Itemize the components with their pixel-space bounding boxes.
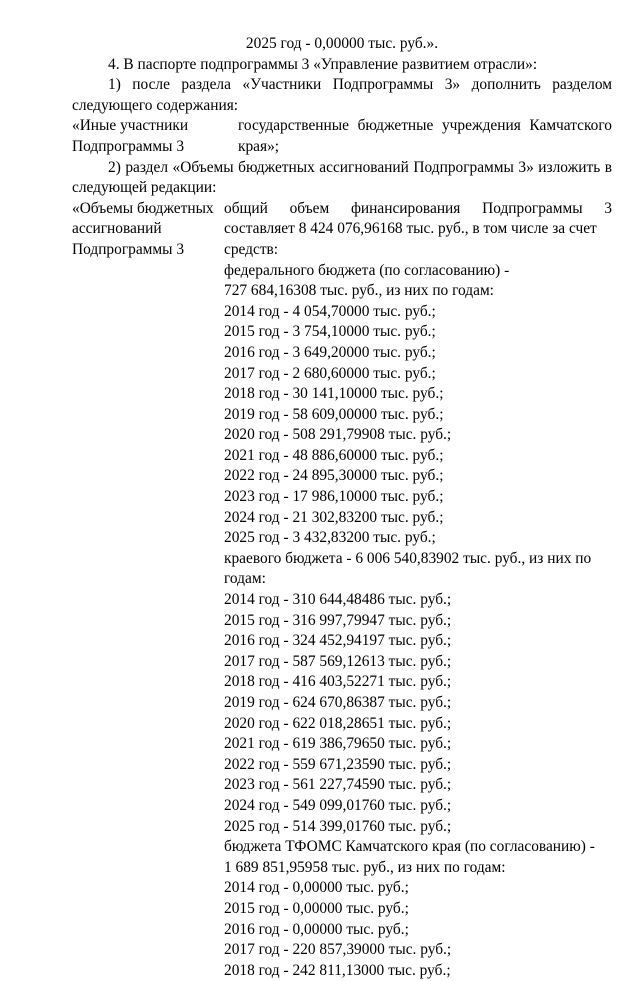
other-participants-label-line: Подпрограммы 3 (72, 137, 185, 155)
budget-value (224, 199, 612, 981)
tfoms-heading: 1 689 851,95958 тыс. руб., из них по годам: (224, 858, 506, 876)
year-amount-line: 2020 год - 622 018,28651 тыс. руб.; (224, 714, 452, 732)
budget-label-line: «Объемы бюджетных (72, 199, 214, 217)
federal-years-list (224, 302, 612, 549)
budget-label-line: ассигнований (72, 220, 162, 238)
year-amount-line: 2025 год - 514 399,01760 тыс. руб.; (224, 817, 452, 835)
item-4-1-line-2: следующего содержания: (72, 96, 239, 114)
year-amount-line: 2018 год - 416 403,52271 тыс. руб.; (224, 673, 452, 691)
year-amount-line: 2018 год - 242 811,13000 тыс. руб.; (224, 961, 451, 979)
year-amount-line: 2014 год - 0,00000 тыс. руб.; (224, 879, 409, 897)
year-amount-line: 2023 год - 17 986,10000 тыс. руб.; (224, 488, 444, 506)
year-amount-line: 2014 год - 310 644,48486 тыс. руб.; (224, 591, 452, 609)
item-4-2-line-1: 2) раздел «Объемы бюджетных ассигнований Подпрограммы 3» изложить в (108, 158, 612, 176)
document-page (72, 34, 612, 981)
item-4-2-line-2: следующей редакции: (72, 179, 217, 197)
year-amount-line: 2019 год - 624 670,86387 тыс. руб.; (224, 694, 452, 711)
other-participants-row (72, 116, 612, 157)
regional-heading: краевого бюджета - 6 006 540,83902 тыс. руб., из них по (224, 549, 592, 567)
year-amount-line: 2015 год - 3 754,10000 тыс. руб.; (224, 323, 436, 341)
year-amount-line: 2023 год - 561 227,74590 тыс. руб.; (224, 776, 452, 794)
year-amount-line: 2021 год - 619 386,79650 тыс. руб.; (224, 735, 452, 753)
year-amount-line: 2017 год - 220 857,39000 тыс. руб.; (224, 941, 452, 959)
year-amount-line: 2016 год - 3 649,20000 тыс. руб.; (224, 343, 436, 361)
federal-heading: федерального бюджета (по согласованию) - (224, 261, 510, 279)
closing-line-2025: 2025 год - 0,00000 тыс. руб.». (245, 35, 439, 52)
year-amount-line: 2024 год - 21 302,83200 тыс. руб.; (224, 508, 444, 526)
budget-row (72, 199, 612, 981)
year-amount-line: 2016 год - 0,00000 тыс. руб.; (224, 920, 409, 938)
total-line: средств: (224, 240, 279, 258)
year-amount-line: 2014 год - 4 054,70000 тыс. руб.; (224, 302, 436, 320)
year-amount-line: 2022 год - 559 671,23590 тыс. руб.; (224, 755, 452, 773)
budget-label (72, 199, 224, 981)
item-4-heading: 4. В паспорте подпрограммы 3 «Управление развитием отрасли»: (108, 55, 538, 73)
year-amount-line: 2016 год - 324 452,94197 тыс. руб.; (224, 632, 452, 650)
year-amount-line: 2025 год - 3 432,83200 тыс. руб.; (224, 529, 436, 547)
other-participants-value (238, 116, 612, 157)
total-line: общий объем финансирования Подпрограммы 3 (224, 199, 612, 217)
tfoms-heading: бюджета ТФОМС Камчатского края (по согласованию) - (224, 838, 595, 856)
year-amount-line: 2024 год - 549 099,01760 тыс. руб.; (224, 796, 452, 814)
total-line: составляет 8 424 076,96168 тыс. руб., в том числе за счет (224, 220, 597, 238)
federal-heading: 727 684,16308 тыс. руб., из них по годам: (224, 282, 494, 300)
other-participants-value-line: государственные бюджетные учреждения Камчатского (238, 117, 612, 135)
budget-label-line: Подпрограммы 3 (72, 240, 185, 258)
regional-years-list (224, 590, 612, 837)
year-amount-line: 2018 год - 30 141,10000 тыс. руб.; (224, 385, 444, 403)
regional-heading: годам: (224, 570, 266, 588)
item-4-1-line-1: 1) после раздела «Участники Подпрограммы 3» дополнить разделом (108, 76, 612, 94)
year-amount-line: 2015 год - 0,00000 тыс. руб.; (224, 899, 409, 917)
other-participants-label (72, 116, 238, 157)
other-participants-value-line: края»; (238, 137, 280, 155)
tfoms-years-list (224, 878, 612, 981)
year-amount-line: 2022 год - 24 895,30000 тыс. руб.; (224, 467, 444, 485)
year-amount-line: 2021 год - 48 886,60000 тыс. руб.; (224, 446, 444, 464)
year-amount-line: 2015 год - 316 997,79947 тыс. руб.; (224, 611, 452, 629)
year-amount-line: 2017 год - 587 569,12613 тыс. руб.; (224, 652, 452, 670)
other-participants-label-line: «Иные участники (72, 117, 189, 135)
year-amount-line: 2020 год - 508 291,79908 тыс. руб.; (224, 426, 452, 444)
year-amount-line: 2019 год - 58 609,00000 тыс. руб.; (224, 405, 444, 423)
year-amount-line: 2017 год - 2 680,60000 тыс. руб.; (224, 364, 436, 382)
